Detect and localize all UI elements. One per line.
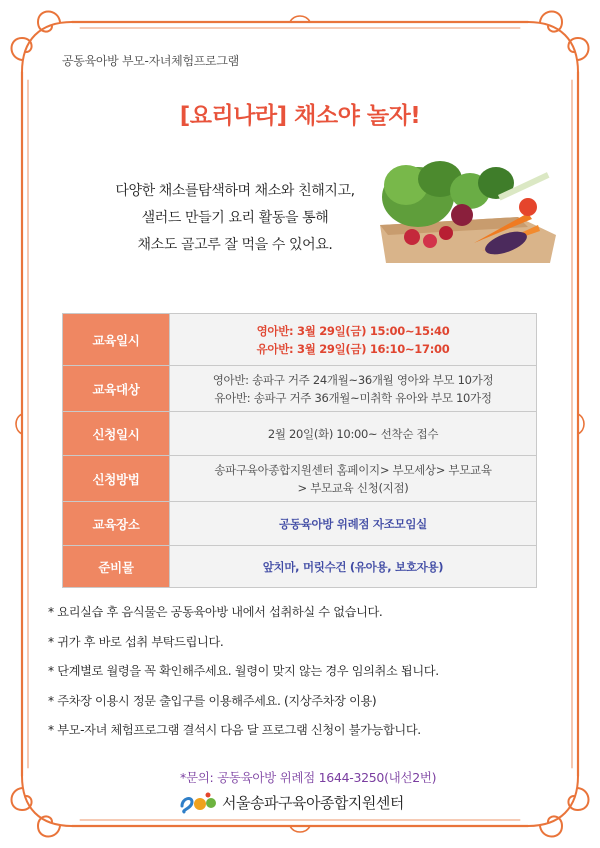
row-value-apply-date xyxy=(170,412,537,456)
row-label-supplies: 준비물 xyxy=(63,546,170,588)
target-infant: 영아반: 송파구 거주 24개월~36개월 영아와 부모 10가정 xyxy=(212,372,494,387)
notice-item: * 귀가 후 바로 섭취 부탁드립니다. xyxy=(48,634,224,649)
notice-item: * 부모-자녀 체험프로그램 결석시 다음 달 프로그램 신청이 불가능합니다. xyxy=(48,723,421,737)
row-value-datetime xyxy=(170,314,537,366)
vegetable-crate-illustration xyxy=(378,155,558,265)
row-value-location xyxy=(170,502,537,546)
location-text: 공동육아방 위례점 자조모임실 xyxy=(279,516,427,531)
table-row xyxy=(63,546,537,588)
notice-list xyxy=(48,598,568,746)
organization-name: 서울송파구육아종합지원센터 xyxy=(222,793,404,812)
organization-footer xyxy=(178,790,404,814)
notice-item: * 주차장 이용시 정문 출입구를 이용해주세요. (지상주차장 이용) xyxy=(48,693,377,708)
table-row xyxy=(63,412,537,456)
row-value-target xyxy=(170,366,537,412)
schedule-infant: 영아반: 3월 29일(금) 15:00~15:40 xyxy=(256,323,450,338)
intro-line: 다양한 채소를탐색하며 채소와 친해지고, xyxy=(115,183,355,199)
table-row xyxy=(63,314,537,366)
apply-method-line: 송파구육아종합지원센터 홈페이지> 부모세상> 부모교육 xyxy=(214,462,492,477)
table-row xyxy=(63,456,537,502)
apply-date-text: 2월 20일(화) 10:00~ 선착순 접수 xyxy=(267,426,439,441)
notice-item: * 단계별로 월령을 꼭 확인해주세요. 월령이 맞지 않는 경우 임의취소 됩니다. xyxy=(48,664,439,678)
page-title: [요리나라] 채소야 놀자! xyxy=(179,103,421,129)
row-label-apply-date: 신청일시 xyxy=(63,412,170,456)
row-label-datetime: 교육일시 xyxy=(63,314,170,366)
row-value-apply-method xyxy=(170,456,537,502)
schedule-toddler: 유아반: 3월 29일(금) 16:10~17:00 xyxy=(256,341,450,356)
program-label: 공동육아방 부모-자녀체험프로그램 xyxy=(62,54,239,68)
notice-item: * 요리실습 후 음식물은 공동육아방 내에서 섭취하실 수 없습니다. xyxy=(48,605,383,619)
contact-info: *문의: 공동육아방 위례점 1644-3250(내선2번) xyxy=(180,770,437,785)
program-info-table xyxy=(62,313,537,588)
intro-line: 채소도 골고루 잘 먹을 수 있어요. xyxy=(137,237,333,253)
row-label-apply-method: 신청방법 xyxy=(63,456,170,502)
table-row xyxy=(63,366,537,412)
organization-logo-icon xyxy=(178,790,218,814)
table-row xyxy=(63,502,537,546)
row-label-location: 교육장소 xyxy=(63,502,170,546)
row-value-supplies xyxy=(170,546,537,588)
target-toddler: 유아반: 송파구 거주 36개월~미취학 유아와 부모 10가정 xyxy=(214,390,492,405)
intro-line: 샐러드 만들기 요리 활동을 통해 xyxy=(141,210,329,226)
intro-text xyxy=(70,178,400,259)
row-label-target: 교육대상 xyxy=(63,366,170,412)
apply-method-line: > 부모교육 신청(지점) xyxy=(297,480,409,495)
supplies-text: 앞치마, 머릿수건 (유아용, 보호자용) xyxy=(262,559,444,574)
